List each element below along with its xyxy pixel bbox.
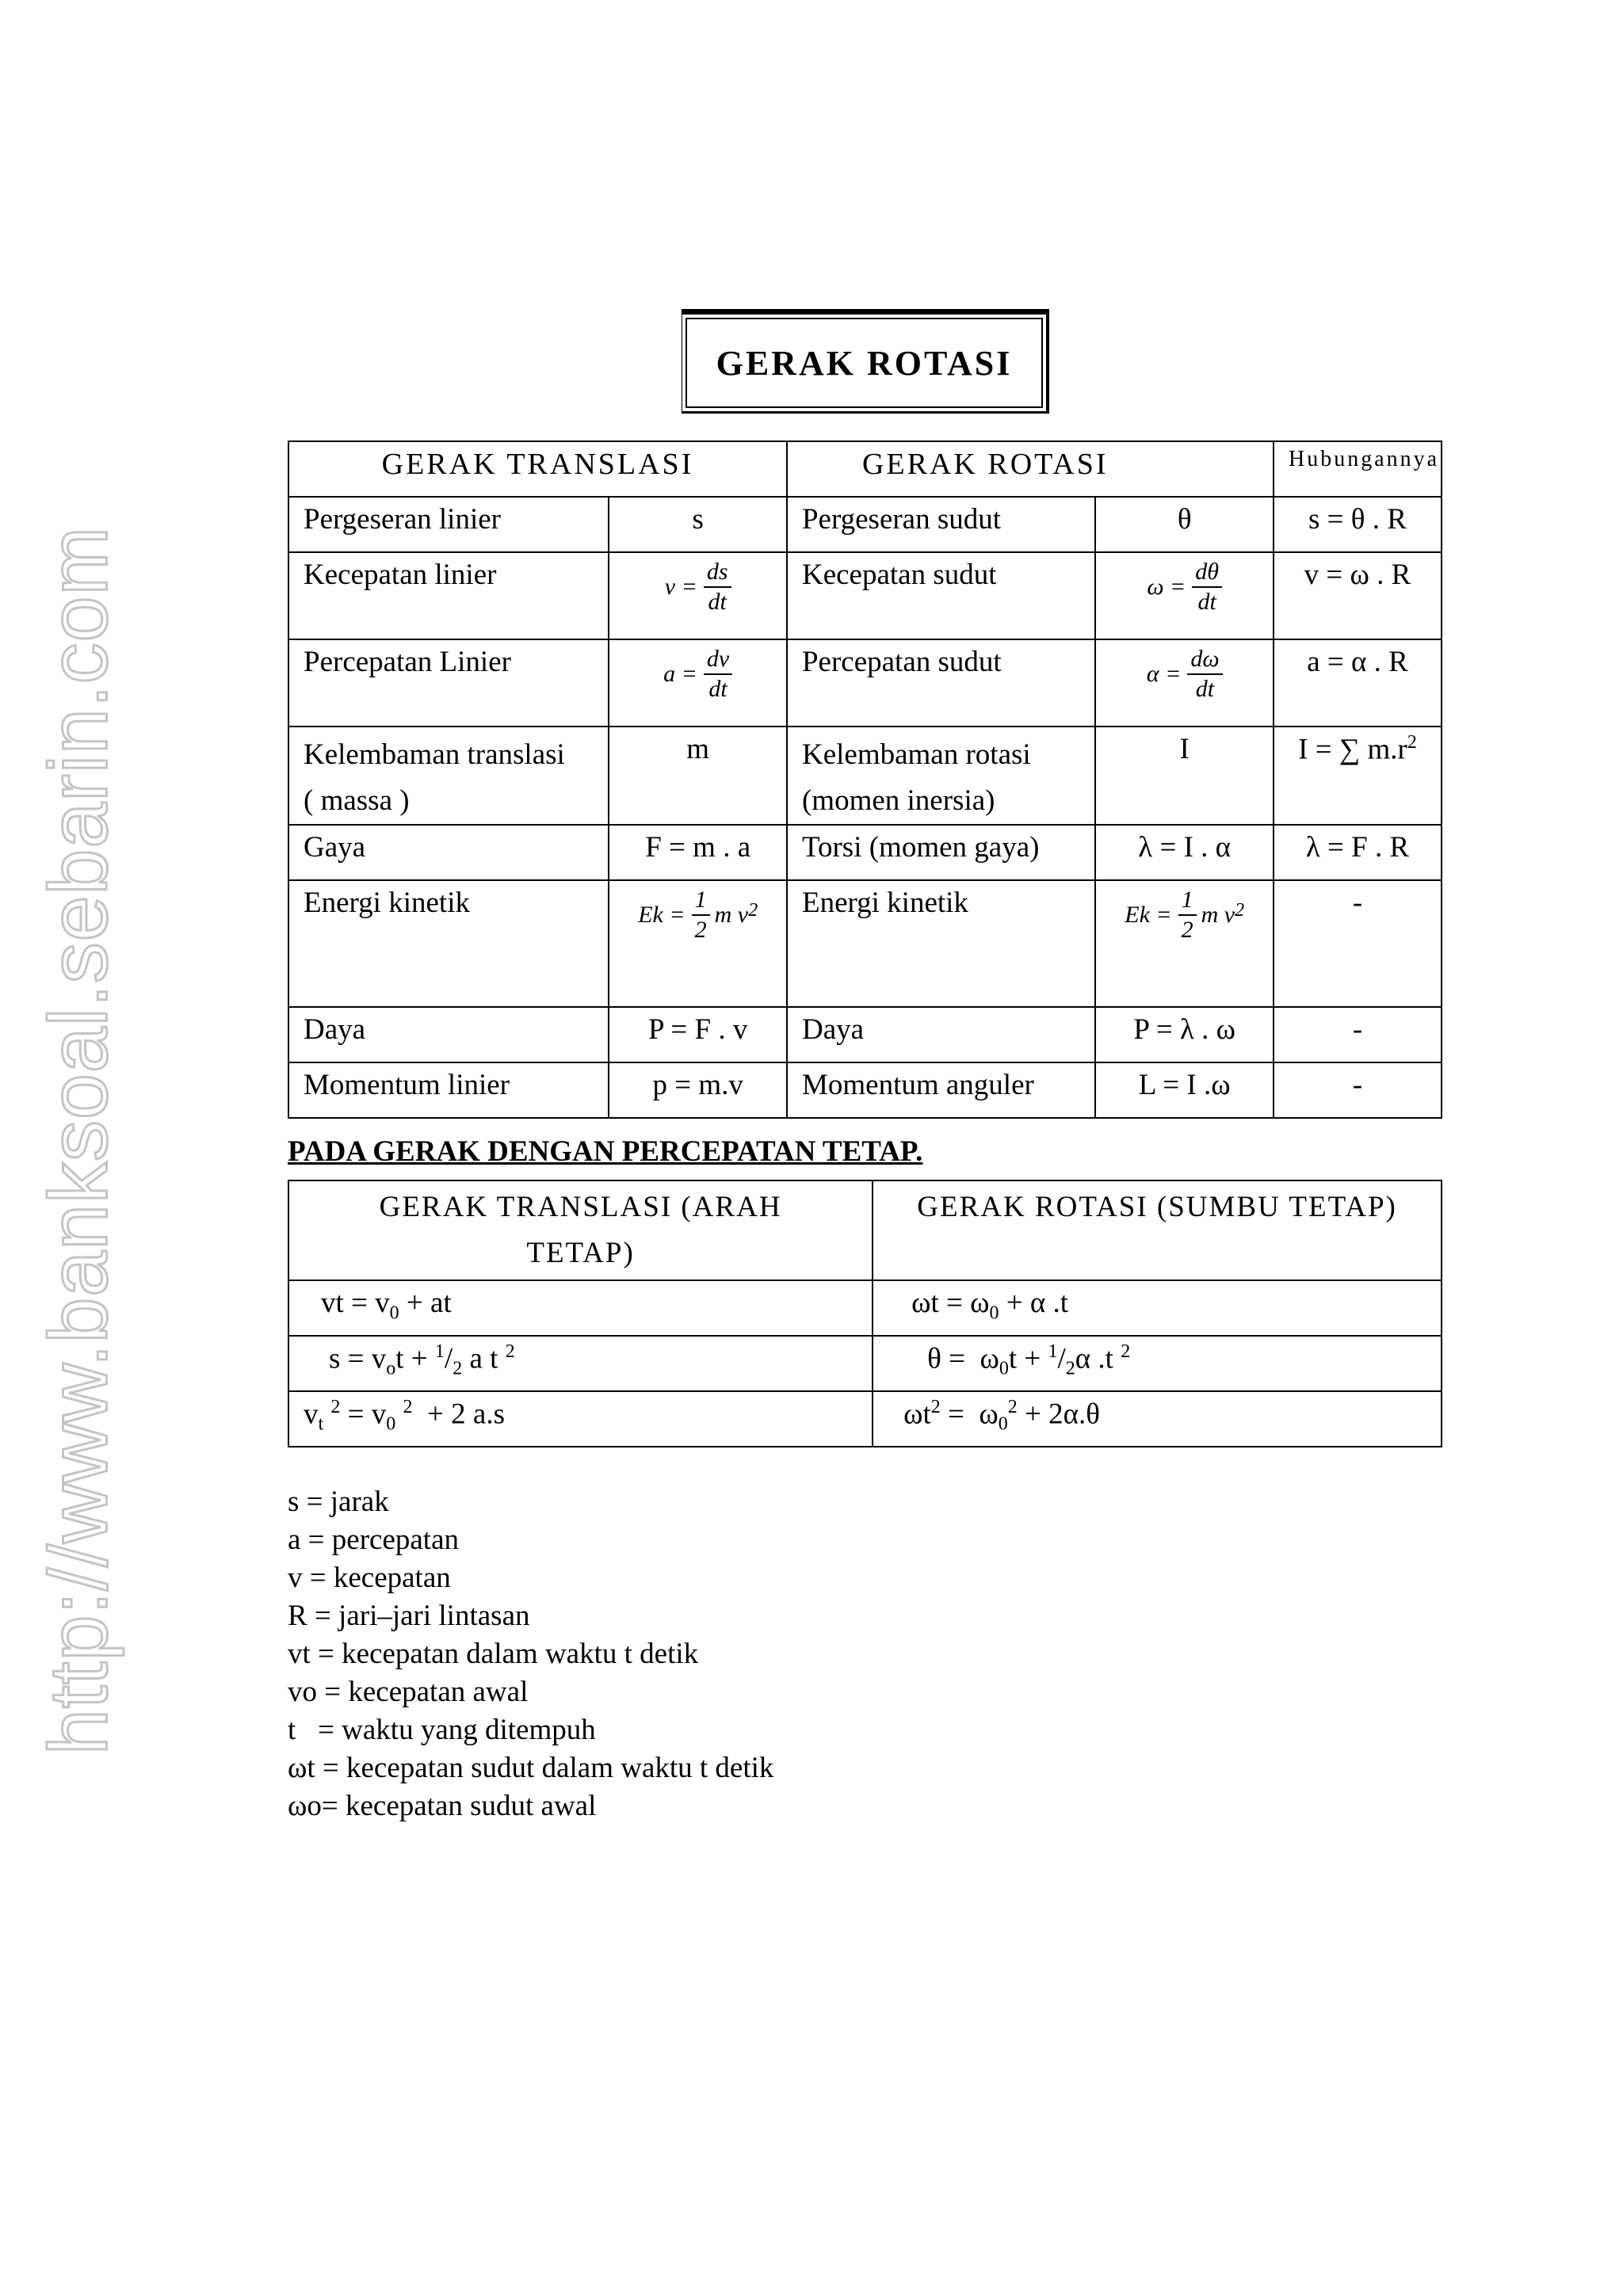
fraction-ek-linear: Ek = $\frac{1}{2}$ m v 2 <box>638 887 758 943</box>
table-row <box>288 1062 1442 1118</box>
cell-label: Kecepatan linier <box>288 552 609 639</box>
cell-relation: - <box>1274 1007 1442 1062</box>
cell-label: Gaya <box>288 825 609 880</box>
cell-label: Percepatan Linier <box>288 639 609 727</box>
cell-label: Momentum linier <box>288 1062 609 1118</box>
table-header-row <box>288 441 1442 497</box>
table-row <box>288 1280 1442 1336</box>
cell-label: Kelembaman rotasi (momen inersia) <box>787 727 1095 825</box>
cell-formula <box>1095 639 1274 727</box>
equation-translation-3: $v_t$ $^2 = v_0$ $^2$ + 2 a.s <box>288 1391 873 1447</box>
cell-formula: p = m.v <box>609 1062 787 1118</box>
fraction-a: a = $\frac{dv}{dt}$ <box>663 645 732 704</box>
section-title: PADA GERAK DENGAN PERCEPATAN TETAP. <box>288 1135 923 1168</box>
equation-translation-2: $s = v_ot + ^1/_2$ a t $^2$ <box>288 1336 873 1391</box>
cell-formula: λ = I . α <box>1095 825 1274 880</box>
legend-item: R = jari–jari lintasan <box>288 1600 530 1632</box>
cell-formula: P = λ . ω <box>1095 1007 1274 1062</box>
cell-relation: I = ∑ $m.r^2$ <box>1274 727 1442 825</box>
legend-item: v = kecepatan <box>288 1562 451 1594</box>
cell-symbol: s <box>609 497 787 552</box>
header-rotation-fixed: GERAK ROTASI (SUMBU TETAP) <box>873 1180 1442 1280</box>
legend-item: ωo= kecepatan sudut awal <box>288 1790 597 1822</box>
legend-item: vo = kecepatan awal <box>288 1676 529 1708</box>
cell-relation: λ = F . R <box>1274 825 1442 880</box>
cell-symbol: θ <box>1095 497 1274 552</box>
table-row <box>288 552 1442 639</box>
header-rotation: GERAK ROTASI <box>787 441 1274 497</box>
cell-label: Energi kinetik <box>288 880 609 1007</box>
cell-formula: L = I .ω <box>1095 1062 1274 1118</box>
table-row <box>288 825 1442 880</box>
header-relation: Hubungannya <box>1274 441 1442 497</box>
cell-relation: a = α . R <box>1274 639 1442 727</box>
equation-translation-1: vt = $v_0$ + at <box>288 1280 873 1336</box>
watermark-text: http://www.banksoal.sebarin.com <box>32 525 125 1756</box>
legend-item: t = waktu yang ditempuh <box>288 1714 596 1746</box>
page-title-box <box>682 309 1049 414</box>
constant-acceleration-table <box>288 1180 1442 1447</box>
cell-relation: s = θ . R <box>1274 497 1442 552</box>
cell-label: Daya <box>288 1007 609 1062</box>
page-title: GERAK ROTASI <box>716 343 1013 383</box>
cell-label: Torsi (momen gaya) <box>787 825 1095 880</box>
header-translation: GERAK TRANSLASI <box>288 441 787 497</box>
legend-item: vt = kecepatan dalam waktu t detik <box>288 1638 699 1670</box>
equation-rotation-3: $\omega t^2 = \omega_0^2 + 2\alpha.\theta$ <box>873 1391 1442 1447</box>
table-row <box>288 1007 1442 1062</box>
cell-symbol: I <box>1095 727 1274 825</box>
table-row <box>288 880 1442 1007</box>
fraction-v: v = $\frac{ds}{dt}$ <box>665 558 731 616</box>
legend-item: s = jarak <box>288 1486 389 1518</box>
cell-label: Energi kinetik <box>787 880 1095 1007</box>
cell-relation: v = ω . R <box>1274 552 1442 639</box>
translation-rotation-table <box>288 441 1442 1119</box>
cell-formula <box>609 552 787 639</box>
cell-formula: F = m . a <box>609 825 787 880</box>
cell-label: Daya <box>787 1007 1095 1062</box>
cell-symbol: m <box>609 727 787 825</box>
table-row <box>288 727 1442 825</box>
table-row <box>288 1336 1442 1391</box>
table-row <box>288 497 1442 552</box>
table-row <box>288 1391 1442 1447</box>
header-translation-fixed: GERAK TRANSLASI (ARAH TETAP) <box>288 1180 873 1280</box>
equation-rotation-2: $\theta = \omega_0t + ^1/_2\alpha$ .t $^2$ <box>873 1336 1442 1391</box>
fraction-alpha: α = $\frac{d\omega}{dt}$ <box>1147 645 1223 704</box>
cell-relation: - <box>1274 880 1442 1007</box>
legend-item: a = percepatan <box>288 1524 460 1556</box>
legend-item: ωt = kecepatan sudut dalam waktu t detik <box>288 1752 774 1784</box>
cell-label: Kelembaman translasi ( massa ) <box>288 727 609 825</box>
table-header-row <box>288 1180 1442 1280</box>
cell-label: Percepatan sudut <box>787 639 1095 727</box>
cell-formula <box>609 880 787 1007</box>
cell-formula <box>1095 880 1274 1007</box>
cell-label: Kecepatan sudut <box>787 552 1095 639</box>
cell-label: Pergeseran sudut <box>787 497 1095 552</box>
fraction-ek-rotation: Ek = $\frac{1}{2}$ m v 2 <box>1125 887 1245 943</box>
cell-formula <box>609 639 787 727</box>
cell-relation: - <box>1274 1062 1442 1118</box>
cell-formula: P = F . v <box>609 1007 787 1062</box>
symbol-legend <box>288 1483 773 1825</box>
cell-formula <box>1095 552 1274 639</box>
cell-label: Momentum anguler <box>787 1062 1095 1118</box>
equation-rotation-1: $\omega t = \omega_0 + \alpha$ .t <box>873 1280 1442 1336</box>
table-row <box>288 639 1442 727</box>
fraction-omega: ω = $\frac{d\theta}{dt}$ <box>1147 558 1222 616</box>
cell-label: Pergeseran linier <box>288 497 609 552</box>
